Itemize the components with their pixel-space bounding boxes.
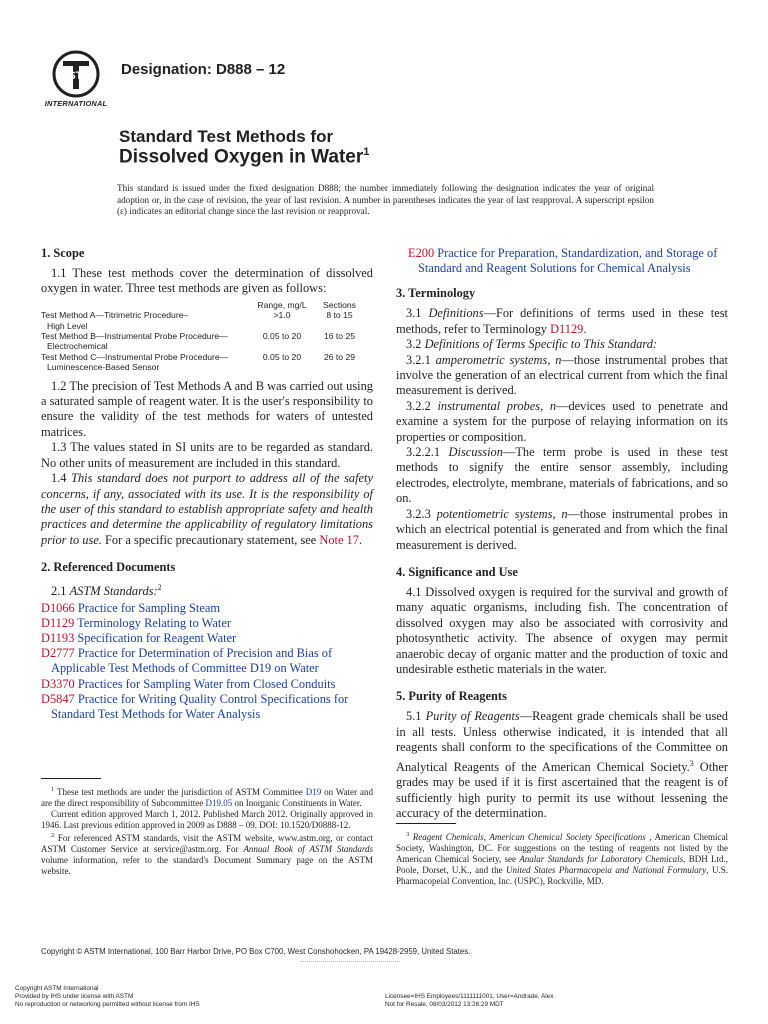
para-3-2-1: 3.2.1 amperometric systems, n—those instrumental probes that involve the generation of an electrical current from which the final measurement is derived. [396,352,728,398]
ref-d2777[interactable]: D2777 Practice for Determination of Precision and Bias of Applicable Test Methods of Committee D19 on Water [41,646,333,676]
footer-dots [300,961,400,962]
ref-d1066[interactable]: D1066 Practice for Sampling Steam [41,600,220,615]
para-2-1: 2.1 ASTM Standards:$^2$ [51,583,162,599]
d19-05-link[interactable]: D19.05 [205,798,233,808]
table-row: Test Method A—Titrimetric Procedure– High Level >1.0 8 to 15 [41,310,353,331]
section-5-heading: 5. Purity of Reagents [396,689,507,704]
table-row: Test Method C—Instrumental Probe Procedure— Luminescence-Based Sensor 0.05 to 20 26 to 29 [41,351,356,373]
section-4-heading: 4. Significance and Use [396,564,518,579]
para-3-2: 3.2 Definitions of Terms Specific to This Standard: [406,337,658,352]
svg-text:ASTM: ASTM [60,70,92,82]
footer-license-right: Licensee=IHS Employees/1111111001, User=Andrade, Alex Not for Resale, 08/03/2012 13:26:29 MDT [385,993,554,1008]
intro-note: This standard is issued under the fixed designation D888; the number immediately following the designation indicates the year of original adoption or, in the case of revision, the year of last revision. A number in parentheses indicates the year of last reapproval. A superscript epsilon (ε) indicates an editorial change since the last revision or reapproval. [117,183,654,217]
footnotes-left [41,785,373,877]
right-column [396,246,728,821]
para-3-2-2: 3.2.2 instrumental probes, n—devices used to penetrate and examine a system for the purpose of relaying information on its properties or composition. [396,398,728,444]
d1129-link[interactable]: D1129 [550,321,584,336]
logo-international: INTERNATIONAL [44,99,108,108]
col-range: Range, mg/L [257,299,307,310]
title-line1: Standard Test Methods for [119,127,334,146]
methods-table [41,300,366,373]
para-1-3: 1.3 The values stated in SI units are to be regarded as standard. No other units of measurement are included in this standard. [41,440,373,470]
reference-list [41,601,373,723]
section-3-heading: 3. Terminology [396,286,476,301]
copyright-line: Copyright © ASTM International, 100 Barr Harbor Drive, PO Box C700, West Conshohocken, PA 19428-2959, United States. [41,947,471,956]
footnote-divider-left [41,778,101,779]
note-17-link[interactable]: Note 17 [319,532,359,547]
d19-link[interactable]: D19 [305,787,322,797]
para-1-2: 1.2 The precision of Test Methods A and B was carried out using a saturated sample of reagent water. It is the user's responsibility to ensure the validity of the test methods for waters of untested matrices. [41,378,373,439]
title-footnote-mark: 1 [363,146,370,158]
col-sections: Sections [323,299,356,310]
designation: Designation: D888 – 12 [121,61,286,78]
ref-d1193[interactable]: D1193 Specification for Reagent Water [41,631,237,646]
footer-license-left: Copyright ASTM International Provided by IHS under license with ASTM No reproduction or networking permitted without license from IHS [15,985,200,1008]
title-text: Dissolved Oxygen in Water [119,146,364,168]
para-5-1: 5.1 Purity of Reagents—Reagent grade chemicals shall be used in all tests. Unless otherwise indicated, it is intended that all reagents shall conform to the specifications of the Committee on Analytical Reagents of the American Chemical Society.$^3$ Other grades may be used if it is first ascertained that the reagent is of sufficiently high purity to permit its use without lessening the accuracy of the determination. [396,709,728,820]
footnote-3: $^3$ Reagent Chemicals, American Chemical Society Specifications , American Chemical Society, Washington, DC. For suggestions on the testing of reagents not listed by the American Chemical Society, see Analar Standards for Laboratory Chemicals, BDH Ltd., Poole, Dorset, U.K., and the United States Pharmacopeia and National Formulary, U.S. Pharmacopeial Convention, Inc. (USPC), Rockville, MD. [396,831,729,886]
ref-e200[interactable]: E200 Practice for Preparation, Standardization, and Storage of Standard and Reagent Solutions for Chemical Analysis [408,246,718,276]
para-1-4: 1.4 This standard does not purport to address all of the safety concerns, if any, associated with its use. It is the responsibility of the user of this standard to establish appropriate safety and health practices and determine the applicability of regulatory limitations prior to use. For a specific precautionary statement, see Note 17. [41,471,373,547]
para-1-1: 1.1 These test methods cover the determination of dissolved oxygen in water. Three test methods are given as follows: [41,266,373,296]
section-1-heading: 1. Scope [41,246,85,260]
ref-d1129[interactable]: D1129 Terminology Relating to Water [41,615,231,630]
footnote-2: $^2$ For referenced ASTM standards, visit the ASTM website, www.astm.org, or contact ASTM Customer Service at service@astm.org. For Annual Book of ASTM Standards volume information, refer to the standard's Document Summary page on the ASTM website. [41,832,374,876]
para-4-1: 4.1 Dissolved oxygen is required for the survival and growth of many aquatic organisms, including fish. The concentration of dissolved oxygen may also be associated with corrosivity and photosynthetic activity. The absence of oxygen may permit anaerobic decay of organic matter and the production of toxic and undesirable esthetic materials in the water. [396,584,728,676]
ref-d3370[interactable]: D3370 Practices for Sampling Water from Closed Conduits [41,676,336,691]
footnote-1: $^1$ These test methods are under the jurisdiction of ASTM Committee D19 on Water and are the direct responsibility of Subcommittee D19.05 on Inorganic Constituents in Water. [41,786,373,808]
left-column [41,246,373,722]
footnote-1-edition: Current edition approved March 1, 2012. Published March 2012. Originally approved in 1946. Last previous edition approved in 2009 as D888 – 09. DOI: 10.1520/D0888-12. [41,809,373,830]
table-row: Test Method B—Instrumental Probe Procedure— Electrochemical 0.05 to 20 16 to 25 [41,331,356,352]
ref-d5847[interactable]: D5847 Practice for Writing Quality Control Specifications for Standard Test Methods for Water Analysis [41,691,349,722]
para-3-2-2-1: 3.2.2.1 Discussion—The term probe is used in these test methods to signify the entire sensor assembly, including electrodes, electrolyte, membrane, materials of fabrications, and so on. [396,445,729,506]
footnote-divider-right [396,823,456,824]
para-3-1: 3.1 Definitions—For definitions of terms used in these test methods, refer to Terminology D1129. [396,306,728,336]
title-line2 [119,146,369,168]
para-3-2-3: 3.2.3 potentiometric systems, n—those instrumental probes in which an electrical potential is generated and from which the final measurement is derived. [396,506,729,552]
section-2-heading: 2. Referenced Documents [41,560,176,575]
